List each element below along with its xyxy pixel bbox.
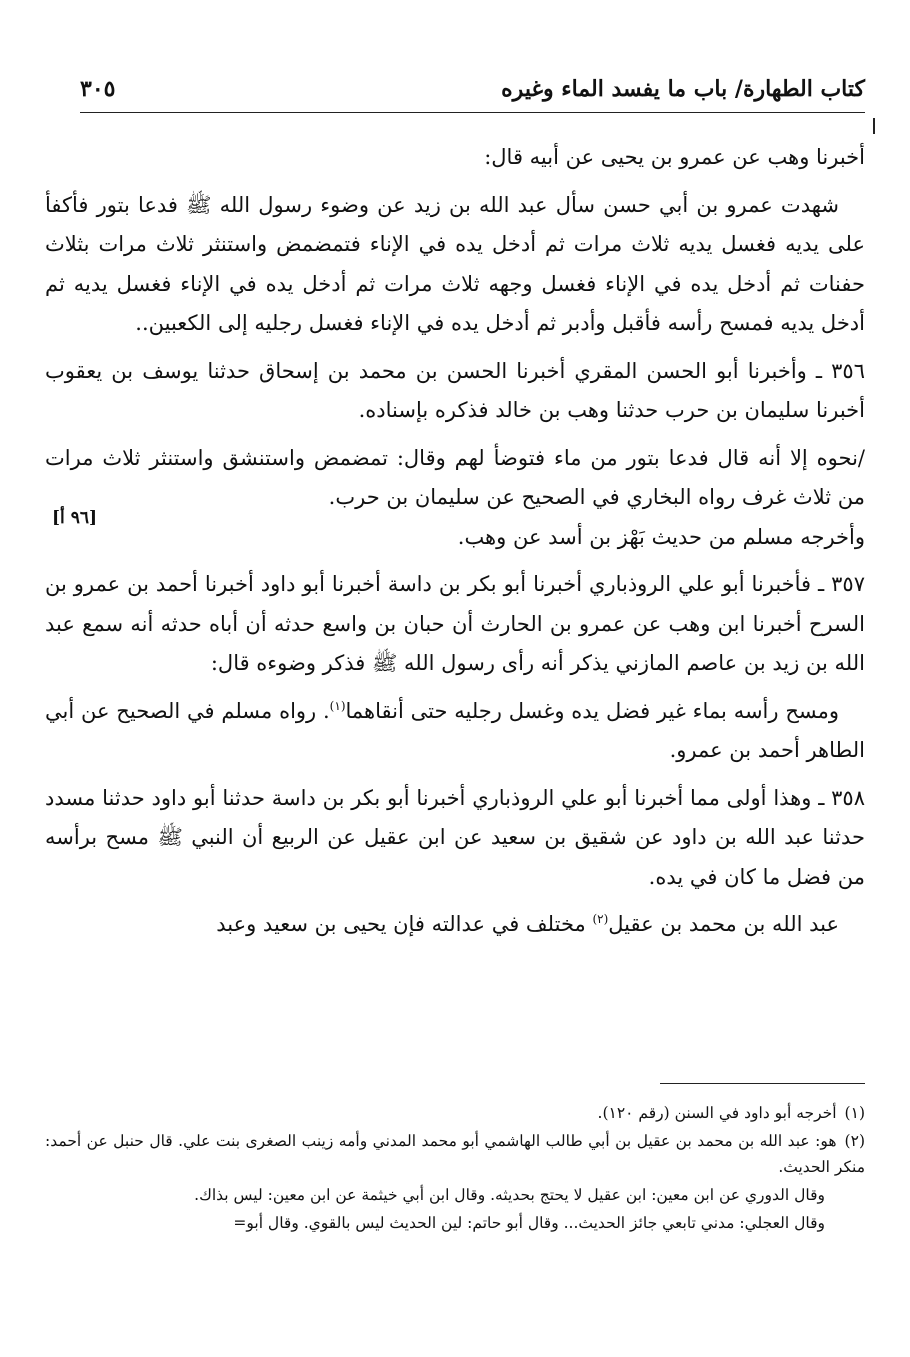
- paragraph-muslim-ref: وأخرجه مسلم من حديث بَهْز بن أسد عن وهب.: [457, 524, 865, 549]
- text-span: ومسح رأسه بماء غير فضل يده وغسل رجليه حتى أنقاهما: [345, 698, 840, 723]
- footnote-number: (٢): [844, 1132, 865, 1150]
- paragraph-357: ٣٥٧ ـ فأخبرنا أبو علي الروذباري أخبرنا أبو بكر بن داسة أخبرنا أبو داود أخبرنا أحمد بن عمرو بن السرح أخبرنا ابن وهب عن عمرو بن الحارث أن حبان بن واسع حدثه أن أباه حدثه أنه سمع عبد الله بن زيد بن عاصم المازني يذكر أنه رأى رسول الله ﷺ فذكر وضوءه قال:: [45, 572, 865, 675]
- paragraph-ibn-aqil: [45, 905, 865, 945]
- page-number: ٣٠٥: [80, 76, 116, 102]
- paragraph-358: ٣٥٨ ـ وهذا أولى مما أخبرنا أبو علي الروذباري أخبرنا أبو بكر بن داسة حدثنا أبو داود حدثنا مسدد حدثنا عبد الله بن داود عن شقيق بن سعيد عن ابن عقيل عن الربيع أن النبي ﷺ مسح برأسه من فضل ما كان في يده.: [45, 785, 865, 889]
- paragraph-intro: أخبرنا وهب عن عمرو بن يحيى عن أبيه قال:: [484, 145, 865, 169]
- footnote-2: [45, 1128, 865, 1180]
- footnote-2-continued: وقال الدوري عن ابن معين: ابن عقيل لا يحتج بحديثه. وقال ابن أبي خيثمة عن ابن معين: ليس بذاك.: [194, 1186, 825, 1204]
- footnote-ref-2: (٢): [592, 912, 609, 926]
- footnote-1: [45, 1100, 865, 1126]
- footnote-text: أخرجه أبو داود في السنن (رقم ١٢٠).: [597, 1104, 837, 1122]
- text-span: مختلف في عدالته فإن يحيى بن سعيد وعبد: [216, 912, 593, 936]
- running-title: كتاب الطهارة/ باب ما يفسد الماء وغيره: [501, 76, 865, 102]
- header-rule: [80, 112, 865, 113]
- footnote-number: (١): [844, 1104, 865, 1122]
- paragraph-357-text: [45, 692, 865, 771]
- footnote-text: هو: عبد الله بن محمد بن عقيل بن أبي طالب الهاشمي أبو محمد المدني وأمه زينب الصغرى بنت علي. قال حنبل عن أحمد: منكر الحديث.: [45, 1132, 865, 1176]
- main-text: [45, 138, 865, 953]
- margin-tick: [873, 118, 875, 134]
- footnote-rule: [660, 1083, 865, 1084]
- paragraph-hadith-text: شهدت عمرو بن أبي حسن سأل عبد الله بن زيد عن وضوء رسول الله ﷺ فدعا بتور فأكفأ على يديه فغسل يديه ثلاث مرات ثم أدخل يده في الإناء فتمضمض واستنثر ثلاث مرات بثلاث حفنات ثم أدخل يده في الإناء فغسل وجهه ثلاث مرات ثم أدخل يده في الإناء فغسل يديه ثم أدخل يديه فمسح رأسه فأقبل وأدبر ثم أدخل يده في الإناء فغسل رجليه إلى الكعبين..: [45, 192, 865, 335]
- footnote-2-continued: وقال العجلي: مدني تابعي جائز الحديث... وقال أبو حاتم: لين الحديث ليس بالقوي. وقال أبو=: [233, 1214, 825, 1232]
- page-header: [80, 62, 865, 102]
- paragraph-356-continued: /نحوه إلا أنه قال فدعا بتور من ماء فتوضأ لهم وقال: تمضمض واستنشق واستنثر ثلاث مرات من ثلاث غرف رواه البخاري في الصحيح عن سليمان بن حرب.: [45, 445, 865, 509]
- footnote-ref-1: (١): [329, 698, 346, 713]
- manuscript-folio-marker: [٩٦ أ]: [52, 508, 97, 528]
- footnotes: [45, 1100, 865, 1238]
- text-span: . رواه مسلم في الصحيح عن أبي الطاهر أحمد بن عمرو.: [45, 698, 865, 762]
- paragraph-356: ٣٥٦ ـ وأخبرنا أبو الحسن المقري أخبرنا الحسن بن محمد بن إسحاق حدثنا يوسف بن يعقوب أخبرنا سليمان بن حرب حدثنا وهب بن خالد فذكره بإسناده.: [45, 358, 865, 422]
- text-span: عبد الله بن محمد بن عقيل: [608, 912, 839, 936]
